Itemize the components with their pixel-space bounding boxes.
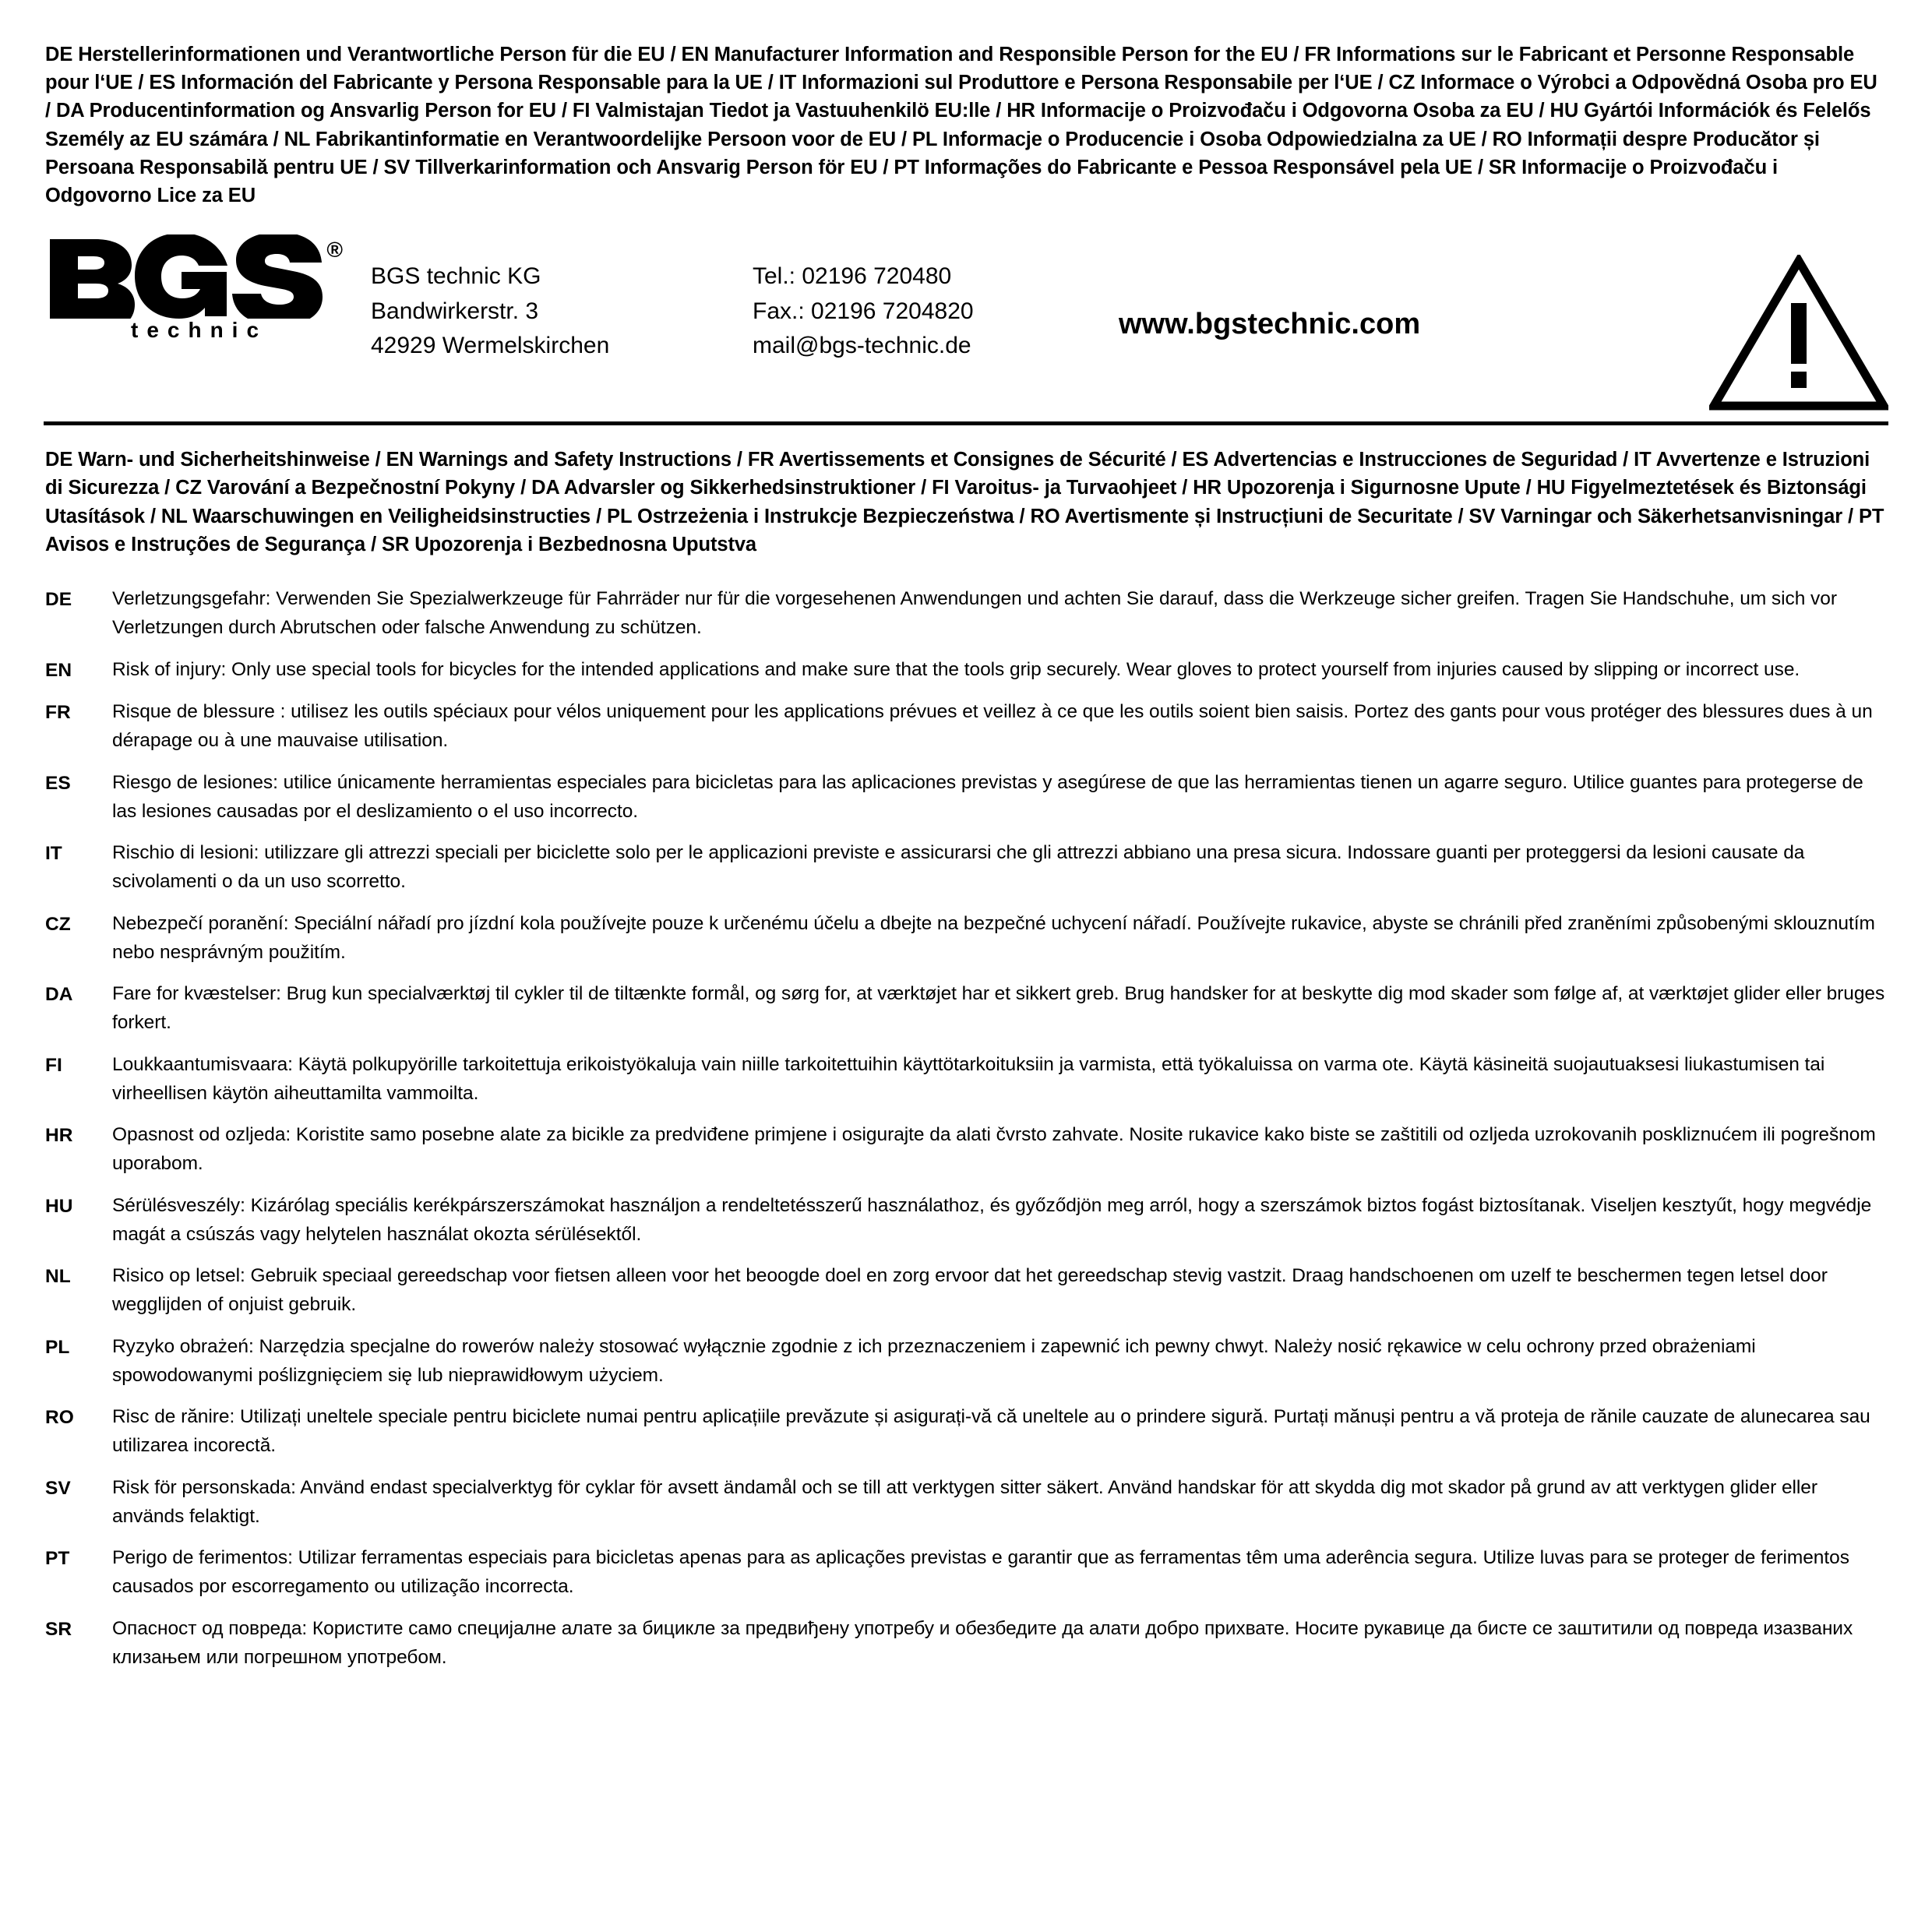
warning-text: Perigo de ferimentos: Utilizar ferramentas especiais para bicicletas apenas para as aplicações previstas e garantir que as ferramentas têm uma aderência segura. Utilize luvas para se proteger de ferimentos causados por escorregamento ou utilização incorrecta.	[112, 1547, 1849, 1598]
language-code: RO	[45, 1407, 74, 1429]
registered-trademark-symbol: ®	[326, 238, 343, 263]
warning-text: Loukkaantumisvaara: Käytä polkupyörille tarkoitettuja erikoistyökaluja vain niille tarkoitettuihin käyttötarkoituksiin ja varmista, että työkaluissa on varma ote. Käytä käsineitä suojautuaksesi liukastumisen tai virheellisen käytön aiheuttamilta vammoilta.	[112, 1053, 1825, 1104]
warning-text: Ryzyko obrażeń: Narzędzia specjalne do rowerów należy stosować wyłącznie zgodnie z ich przeznaczeniem i zapewnić ich pewny chwyt. Należy nosić rękawice w celu ochrony przed obrażeniami spowodowanymi poślizgnięciem się lub nieprawidłowym użyciem.	[112, 1335, 1756, 1386]
list-item	[45, 656, 1887, 686]
company-address	[371, 227, 753, 363]
language-code: DE	[45, 589, 72, 611]
company-header-band	[44, 227, 1888, 425]
warning-text: Verletzungsgefahr: Verwenden Sie Spezialwerkzeuge für Fahrräder nur für die vorgesehenen Anwendungen und achten Sie darauf, dass die Werkzeuge sicher greifen. Tragen Sie Handschuhe, um sich vor Verletzungen durch Abrutschen oder falsche Anwendung zu schützen.	[112, 588, 1837, 638]
language-code: CZ	[45, 913, 71, 935]
warning-text: Riesgo de lesiones: utilice únicamente herramientas especiales para bicicletas para las aplicaciones previstas y asegúrese de que las herramientas tienen un agarre seguro. Utilice guantes para protegerse de las lesiones causadas por el deslizamiento o el uso incorrecto.	[112, 771, 1863, 822]
company-name: BGS technic KG	[371, 263, 541, 290]
list-item	[45, 1403, 1887, 1461]
company-contact	[753, 227, 1095, 363]
warning-text: Opasnost od ozljeda: Koristite samo posebne alate za bicikle za predviđene primjene i osigurajte da alati čvrsto zahvate. Nosite rukavice kako biste se zaštitili od ozljeda uzrokovanih poskliznućem ili pogrešnom uporabom.	[112, 1124, 1876, 1175]
list-item	[45, 1474, 1887, 1532]
language-code: PL	[45, 1336, 70, 1358]
company-street: Bandwirkerstr. 3	[371, 298, 539, 324]
warning-text: Fare for kvæstelser: Brug kun specialværktøj til cykler til de tiltænkte formål, og sørg for, at værktøjet har et sikkert greb. Brug handsker for at beskytte dig mod skader som følge af, at værktøjet glider eller bruges forkert.	[112, 983, 1885, 1034]
warning-text: Sérülésveszély: Kizárólag speciális kerékpárszerszámokat használjon a rendeltetésszerű használathoz, és győződjön meg arról, hogy a szerszámok biztos fogást biztosítanak. Viseljen kesztyűt, hogy megvédje magát a csúszás vagy helytelen használat okozta sérülésektől.	[112, 1194, 1872, 1245]
company-fax: Fax.: 02196 7204820	[753, 298, 974, 324]
company-email[interactable]: mail@bgs-technic.de	[753, 333, 971, 358]
language-code: NL	[45, 1266, 71, 1288]
list-item	[45, 1051, 1887, 1109]
warning-text: Опасност од повреда: Користите само специјалне алате за бицикле за предвиђену употребу и обезбедите да алати добро прихвате. Носите рукавице да бисте се заштитили од повреда изазваних клизањем или погрешном употребом.	[112, 1617, 1853, 1668]
language-code: SV	[45, 1477, 71, 1499]
list-item	[45, 585, 1887, 643]
warning-triangle-icon	[1701, 227, 1888, 411]
language-code: PT	[45, 1548, 70, 1570]
warning-text: Risc de rănire: Utilizați uneltele speciale pentru biciclete numai pentru aplicațiile prevăzute și asigurați-vă că uneltele au o prindere sigură. Purtați mănuși pentru a vă proteja de rănile cauzate de alunecarea sau utilizarea incorectă.	[112, 1406, 1870, 1457]
language-code: SR	[45, 1618, 72, 1640]
company-city: 42929 Wermelskirchen	[371, 333, 610, 358]
language-code: ES	[45, 772, 71, 794]
warning-text: Risque de blessure : utilisez les outils spéciaux pour vélos uniquement pour les applications prévues et veillez à ce que les outils soient bien saisis. Portez des gants pour vous protéger des blessures dues à un dérapage ou à une mauvaise utilisation.	[112, 701, 1873, 752]
warning-text: Nebezpečí poranění: Speciální nářadí pro jízdní kola používejte pouze k určenému účelu a dbejte na bezpečné uchycení nářadí. Používejte rukavice, abyste se chránili před zraněními způsobenými sklouznutím nebo nesprávným použitím.	[112, 912, 1875, 963]
warning-text: Risico op letsel: Gebruik speciaal gereedschap voor fietsen alleen voor het beoogde doel en zorg ervoor dat het gereedschap stevig vastzit. Draag handschoenen om uzelf te beschermen tegen letsel door wegglijden of onjuist gebruik.	[112, 1265, 1828, 1316]
company-tel: Tel.: 02196 720480	[753, 263, 952, 290]
list-item	[45, 1262, 1887, 1320]
list-item	[45, 1544, 1887, 1602]
warnings-section-title: DE Warn- und Sicherheitshinweise / EN Warnings and Safety Instructions / FR Avertissements et Consignes de Sécurité / ES Advertencias e Instrucciones de Seguridad / IT Avvertenze e Istruzioni di Sicurezza / CZ Varování a Bezpečnostní Pokyny / DA Advarsler og Sikkerhedsinstruktioner / FI Varoitus- ja Turvaohjeet / HR Upozorenja i Sigurnosne Upute / HU Figyelmeztetések és Biztonsági Utasítások / NL Waarschuwingen en Veiligheidsinstructies / PL Ostrzeżenia i Instrukcje Bezpieczeństwa / RO Avertismente și Instrucțiuni de Securitate / SV Varningar och Säkerhetsanvisningar / PT Avisos e Instruções de Segurança / SR Upozorenja i Bezbednosna Uputstva	[45, 449, 1884, 555]
language-code: DA	[45, 984, 73, 1006]
bgs-wordmark-icon	[44, 234, 355, 319]
warning-text: Risk of injury: Only use special tools for bicycles for the intended applications and make sure that the tools grip securely. Wear gloves to protect yourself from injuries caused by slipping or incorrect use.	[112, 658, 1800, 680]
list-item	[45, 910, 1887, 968]
list-item	[45, 1121, 1887, 1179]
language-code: FI	[45, 1054, 62, 1076]
list-item	[45, 769, 1887, 827]
warning-text: Rischio di lesioni: utilizzare gli attrezzi speciali per biciclette solo per le applicazioni previste e assicurarsi che gli attrezzi abbiano una presa sicura. Indossare guanti per proteggersi da lesioni causate da scivolamenti o da un uso scorretto.	[112, 842, 1805, 893]
warning-list	[44, 585, 1888, 1672]
company-website[interactable]: www.bgstechnic.com	[1119, 308, 1421, 341]
language-code: HR	[45, 1125, 73, 1147]
manufacturer-info-heading: DE Herstellerinformationen und Verantwortliche Person für die EU / EN Manufacturer Information and Responsible Person for the EU / FR Informations sur le Fabricant et Personne Responsable pour l‘UE / ES Información del Fabricante y Persona Responsable para la UE / IT Informazioni sul Produttore e Persona Responsabile per l‘UE / CZ Informace o Výrobci a Odpovědná Osoba pro EU / DA Producentinformation og Ansvarlig Person for EU / FI Valmistajan Tiedot ja Vastuuhenkilö EU:lle / HR Informacije o Proizvođaču i Odgovorna Osoba za EU / HU Gyártói Információk és Felelős Személy az EU számára / NL Fabrikantinformatie en Verantwoordelijke Persoon voor de EU / PL Informacje o Producencie i Osoba Odpowiedzialna za UE / RO Informații despre Producător și Persoana Responsabilă pentru UE / SV Tillverkarinformation och Ansvarig Person för EU / PT Informações do Fabricante e Pessoa Responsável pela UE / SR Informacije o Proizvođaču i Odgovorno Lice za EU	[45, 44, 1877, 207]
list-item	[45, 698, 1887, 756]
bgs-logo	[44, 227, 371, 343]
language-code: EN	[45, 659, 72, 681]
warning-text: Risk för personskada: Använd endast specialverktyg för cyklar för avsett ändamål och se till att verktygen sitter säkert. Använd handskar för att skydda dig mot skador på grund av att verktygen glider eller används felaktigt.	[112, 1476, 1817, 1527]
list-item	[45, 1333, 1887, 1391]
list-item	[45, 980, 1887, 1038]
list-item	[45, 1192, 1887, 1250]
list-item	[45, 839, 1887, 897]
language-code: FR	[45, 702, 71, 724]
list-item	[45, 1615, 1887, 1673]
language-code: HU	[45, 1195, 73, 1217]
language-code: IT	[45, 843, 62, 865]
logo-subtitle: technic	[131, 318, 268, 343]
